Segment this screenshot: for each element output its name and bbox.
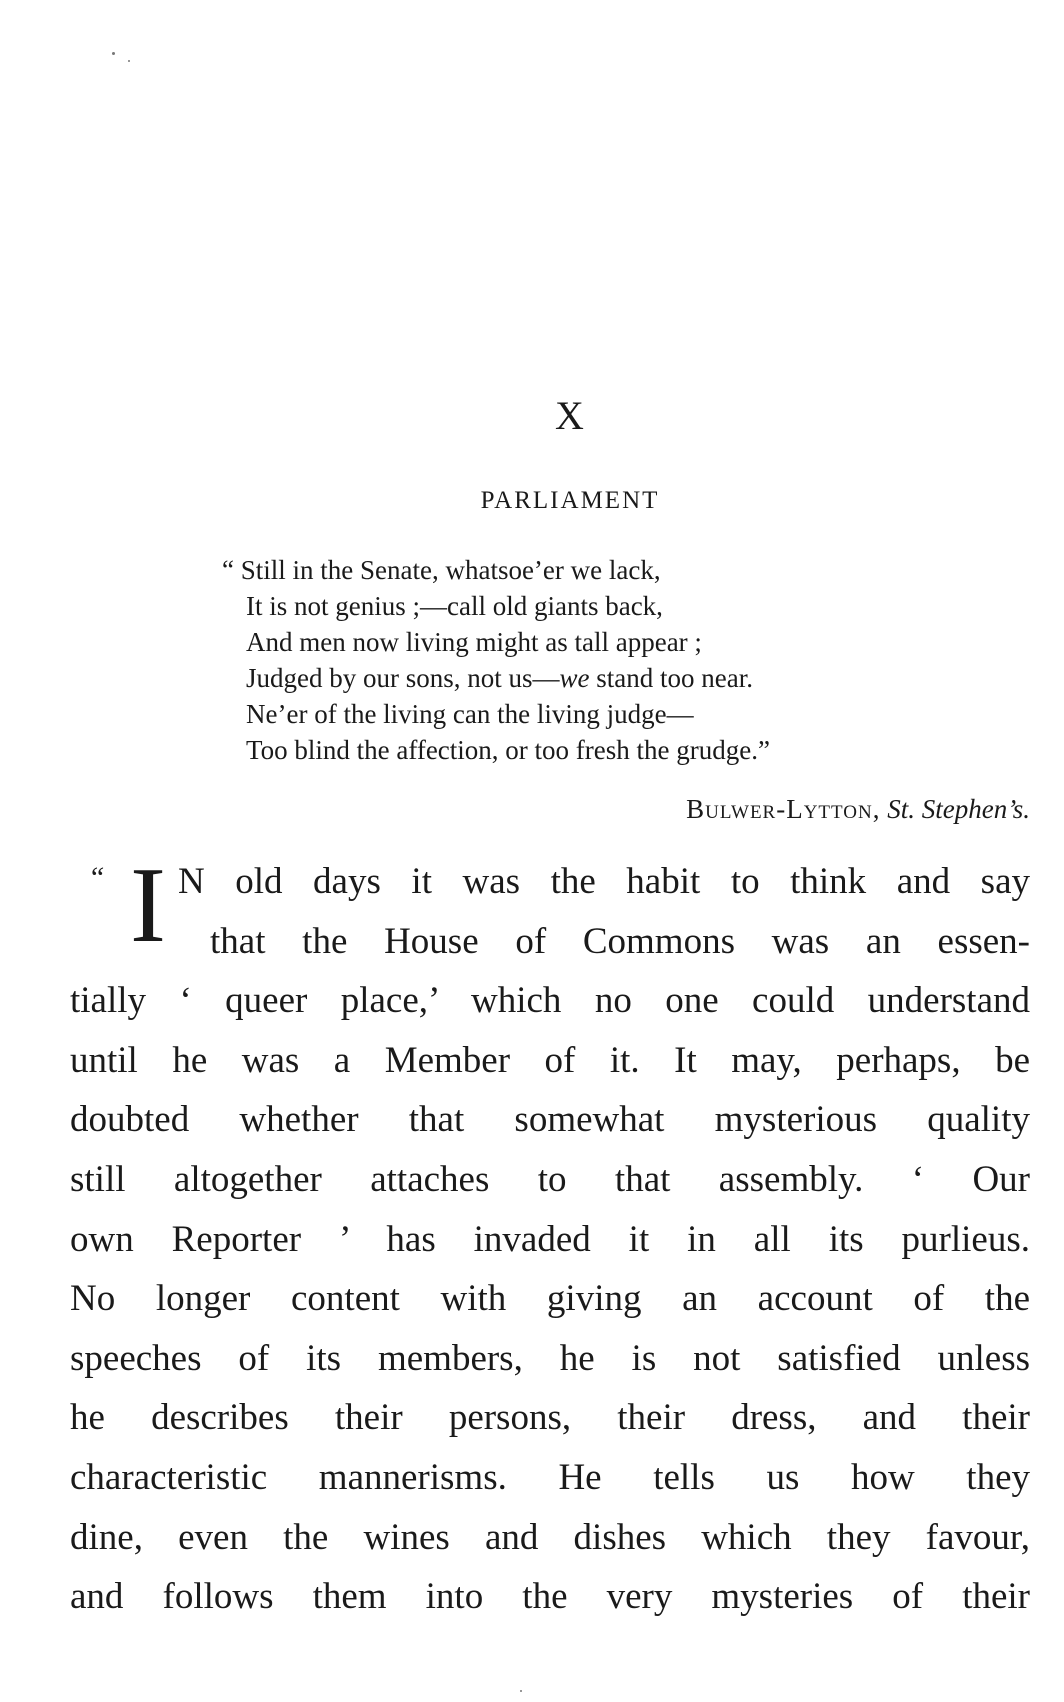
body-line: tially ‘ queer place,’ which no one could understand <box>70 980 1030 1022</box>
body-line: still altogether attaches to that assembly. ‘ Our <box>70 1158 1030 1200</box>
emphasis-we: we <box>559 663 590 693</box>
first-line-text: N old days it was the habit to think and say <box>178 861 1030 902</box>
chapter-number: X <box>555 393 585 438</box>
epigraph-line: Judged by our sons, not us—we stand too near. <box>246 663 753 693</box>
epigraph-line: “ Still in the Senate, whatsoe’er we lack, <box>222 555 661 585</box>
body-line: dine, even the wines and dishes which they favour, <box>70 1516 1030 1558</box>
epigraph <box>222 552 1022 768</box>
body-line: until he was a Member of it. It may, perhaps, be <box>70 1039 1030 1081</box>
body-line: he describes their persons, their dress, and their <box>70 1397 1030 1439</box>
epigraph-line: It is not genius ;—call old giants back, <box>246 591 663 621</box>
epigraph-attribution <box>540 794 1030 825</box>
attribution-author: Bulwer-Lytton, <box>686 794 881 824</box>
body-line: own Reporter ’ has invaded it in all its purlieus. <box>70 1218 1030 1260</box>
paper-speck <box>128 60 130 62</box>
body-paragraph <box>70 846 1030 1627</box>
body-line: No longer content with giving an account of the <box>70 1278 1030 1320</box>
chapter-title: PARLIAMENT <box>480 487 660 514</box>
epigraph-line: And men now living might as tall appear ; <box>246 627 702 657</box>
paper-speck <box>112 52 115 55</box>
paper-speck <box>520 1690 522 1692</box>
body-line: that the House of Commons was an essen- <box>210 920 1030 962</box>
drop-cap: I <box>130 846 166 965</box>
body-line: and follows them into the very mysteries of their <box>70 1576 1030 1618</box>
attribution-work: St. Stephen’s. <box>887 794 1030 824</box>
body-line: doubted whether that somewhat mysterious quality <box>70 1099 1030 1141</box>
opening-quote-mark: “ <box>88 861 105 894</box>
epigraph-line: Ne’er of the living can the living judge— <box>246 699 694 729</box>
body-line: characteristic mannerisms. He tells us how they <box>70 1456 1030 1498</box>
body-line: speeches of its members, he is not satisfied unless <box>70 1337 1030 1379</box>
epigraph-line: Too blind the affection, or too fresh the grudge.” <box>246 735 770 765</box>
